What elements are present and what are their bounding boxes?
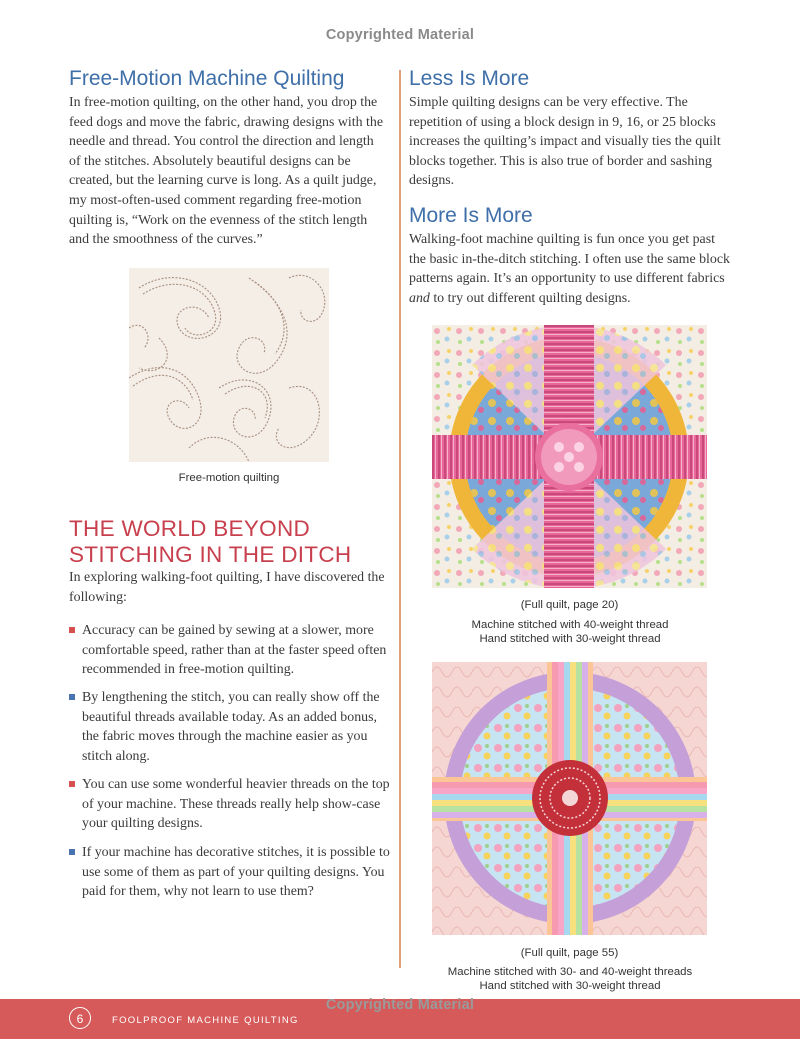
list-item: Accuracy can be gained by sewing at a slower, more comfortable speed, rather than at the faster speed often recommended in free-motion quilting.: [82, 623, 387, 678]
paragraph-free-motion: In free-motion quilting, on the other hand, you drop the feed dogs and move the fabric, drawing designs with the needle and thread. You control the direction and length of the stitches. Absolutely beautiful designs can be created, but the learning curve is long. As a quilt judge, my most-often-used comment regarding free-motion quilting is, “Work on the evenness of the stitch length and the smoothness of the curves.”: [69, 95, 383, 248]
paragraph-more-is-more: [409, 230, 734, 308]
list-item: If your machine has decorative stitches, it is possible to use some of them as part of your quilting designs. You paid for them, why not learn to use them?: [82, 845, 390, 900]
paragraph-part: to try out different quilting designs.: [429, 290, 631, 306]
paragraph-emphasis: and: [409, 290, 430, 306]
caption-ref-1: (Full quilt, page 20): [520, 599, 619, 611]
page-number: 6: [69, 1007, 91, 1029]
section-heading: [69, 516, 351, 568]
book-title: FOOLPROOF MACHINE QUILTING: [112, 1015, 299, 1026]
caption-1-line2: Hand stitched with 30-weight thread: [479, 633, 661, 645]
quilt-block-image-1: [432, 325, 707, 588]
section-heading-line1: THE WORLD BEYOND: [69, 516, 311, 541]
bullet-marker: [69, 694, 75, 700]
caption-ref-2: (Full quilt, page 55): [520, 947, 619, 959]
caption-1-line1: Machine stitched with 40-weight thread: [471, 619, 669, 631]
paragraph-intro: In exploring walking-foot quilting, I have discovered the following:: [69, 570, 385, 605]
caption-free-motion: Free-motion quilting: [178, 472, 280, 484]
heading-free-motion: Free-Motion Machine Quilting: [69, 67, 345, 90]
caption-2-line2: Hand stitched with 30-weight thread: [479, 980, 661, 992]
bullet-marker: [69, 849, 75, 855]
bullet-marker: [69, 781, 75, 787]
heading-less-is-more: Less Is More: [409, 67, 530, 90]
caption-2-line1: Machine stitched with 30- and 40-weight threads: [447, 966, 693, 978]
free-motion-quilting-image: [129, 268, 329, 462]
quilt-block-image-2: [432, 662, 707, 935]
list-item: By lengthening the stitch, you can really show off the beautiful threads available today. As an added bonus, the fabric moves through the machine easier as you stitch along.: [82, 690, 380, 764]
section-heading-line2: STITCHING IN THE DITCH: [69, 542, 352, 567]
watermark-top: Copyrighted Material: [325, 27, 475, 43]
paragraph-less-is-more: Simple quilting designs can be very effective. The repetition of using a block design in 9, 16, or 25 blocks increases the quilting’s impact and visually ties the quilt blocks together. This is also true of border and sashing designs.: [409, 95, 721, 189]
heading-more-is-more: More Is More: [409, 204, 533, 227]
paragraph-part: Walking-foot machine quilting is fun once you get past the basic in-the-ditch stitching. I often use the same block patterns again. It’s an opportunity to use different fabrics: [409, 232, 730, 287]
list-item: You can use some wonderful heavier threads on the top of your machine. These threads really help show-case your quilting designs.: [82, 777, 390, 832]
watermark-bottom: Copyrighted Material: [325, 997, 475, 1013]
bullet-marker: [69, 627, 75, 633]
column-divider: [399, 70, 401, 968]
